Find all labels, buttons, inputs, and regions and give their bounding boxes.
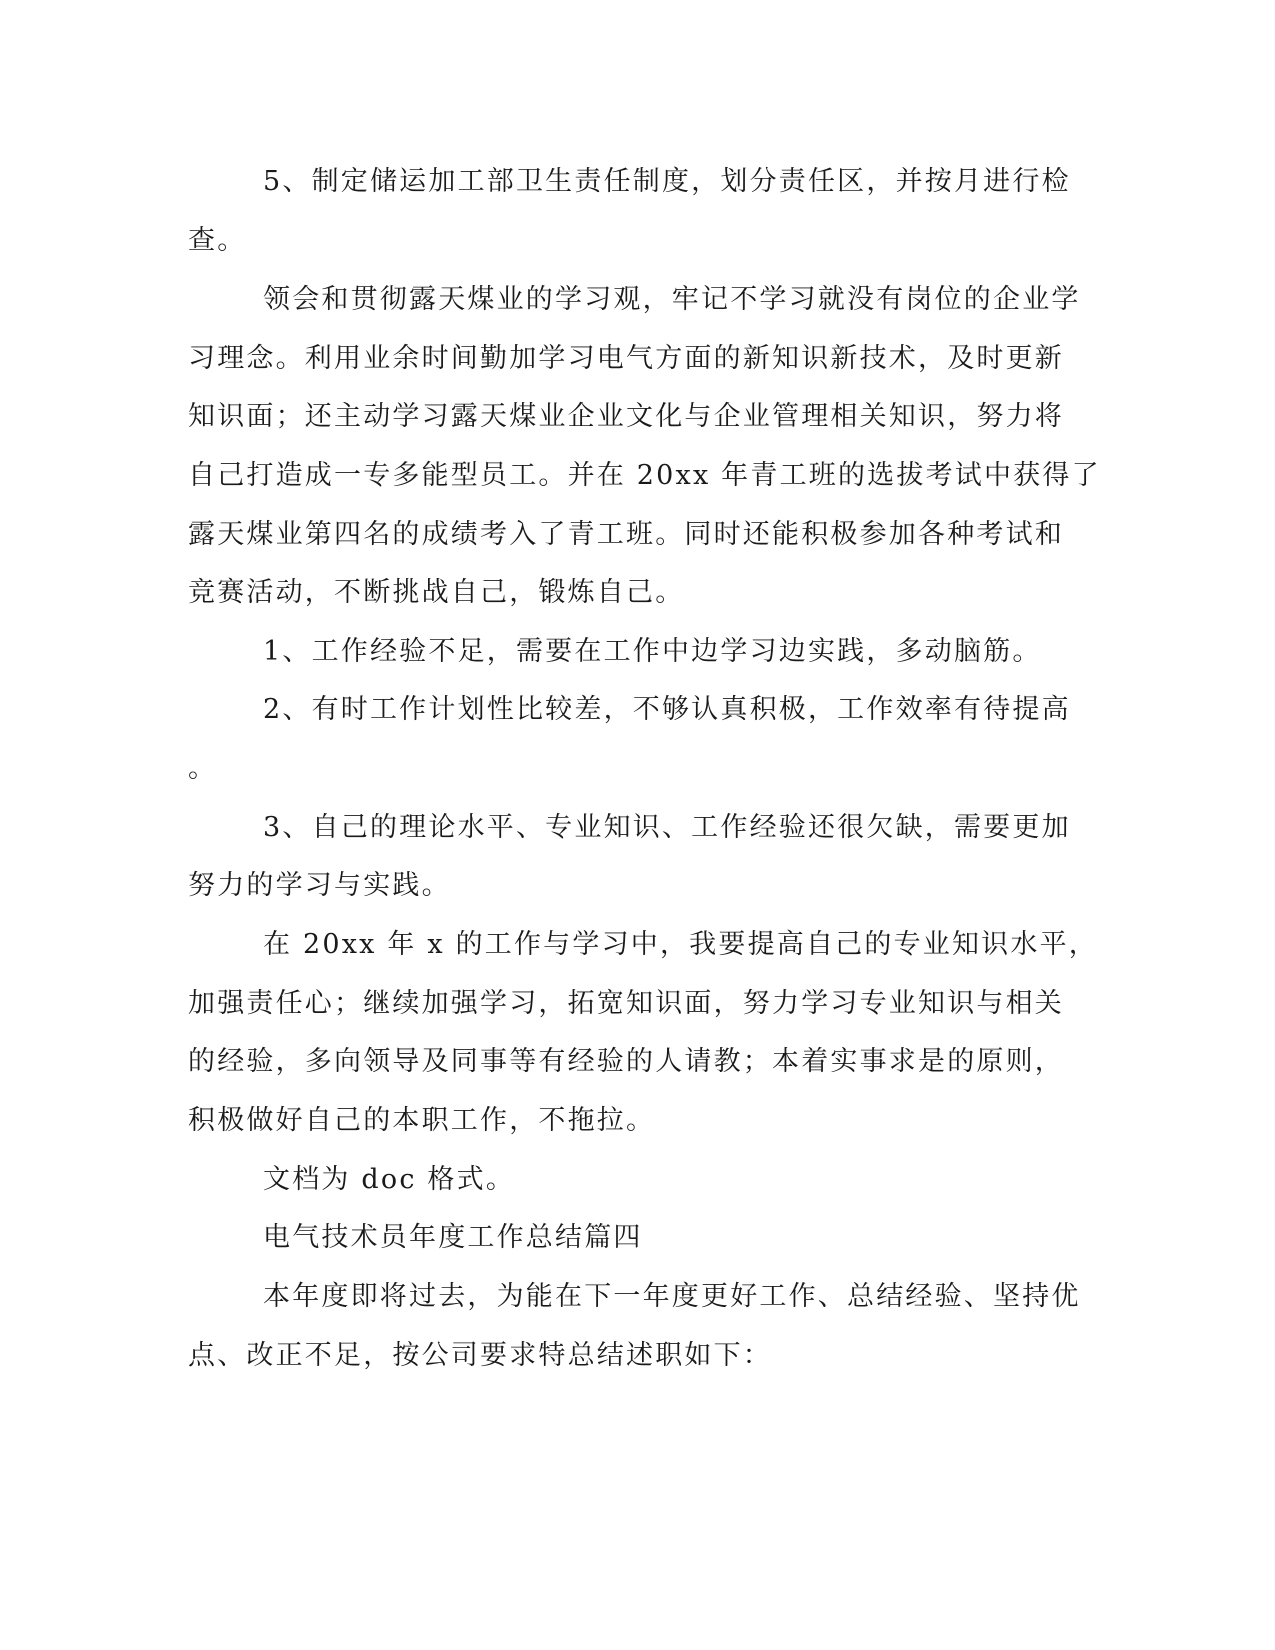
text-line: 露天煤业第四名的成绩考入了青工班。同时还能积极参加各种考试和 (188, 519, 1064, 550)
text-line: 在 20xx 年 x 的工作与学习中，我要提高自己的专业知识水平， (263, 929, 1098, 960)
text-line: 自己打造成一专多能型员工。并在 20xx 年青工班的选拔考试中获得了 (188, 460, 1101, 491)
text-line: 。 (188, 753, 218, 784)
text-line: 点、改正不足，按公司要求特总结述职如下： (188, 1340, 772, 1371)
text-line: 加强责任心；继续加强学习，拓宽知识面，努力学习专业知识与相关 (188, 988, 1064, 1019)
text-line: 2、有时工作计划性比较差，不够认真积极，工作效率有待提高 (263, 694, 1071, 725)
text-line: 积极做好自己的本职工作，不拖拉。 (188, 1105, 656, 1136)
text-line: 5、制定储运加工部卫生责任制度，划分责任区，并按月进行检 (263, 166, 1071, 197)
text-line: 习理念。利用业余时间勤加学习电气方面的新知识新技术，及时更新 (188, 343, 1064, 374)
text-line: 竞赛活动，不断挑战自己，锻炼自己。 (188, 577, 685, 608)
text-line: 的经验，多向领导及同事等有经验的人请教；本着实事求是的原则， (188, 1046, 1064, 1077)
text-line: 1、工作经验不足，需要在工作中边学习边实践，多动脑筋。 (263, 636, 1042, 667)
text-line: 本年度即将过去，为能在下一年度更好工作、总结经验、坚持优 (263, 1281, 1081, 1312)
text-line: 知识面；还主动学习露天煤业企业文化与企业管理相关知识，努力将 (188, 401, 1064, 432)
text-line: 查。 (188, 225, 247, 256)
section-heading: 电气技术员年度工作总结篇四 (263, 1222, 643, 1253)
text-line: 领会和贯彻露天煤业的学习观，牢记不学习就没有岗位的企业学 (263, 284, 1081, 315)
text-line: 3、自己的理论水平、专业知识、工作经验还很欠缺，需要更加 (263, 812, 1071, 843)
text-line: 文档为 doc 格式。 (263, 1164, 516, 1195)
text-line: 努力的学习与实践。 (188, 870, 451, 901)
